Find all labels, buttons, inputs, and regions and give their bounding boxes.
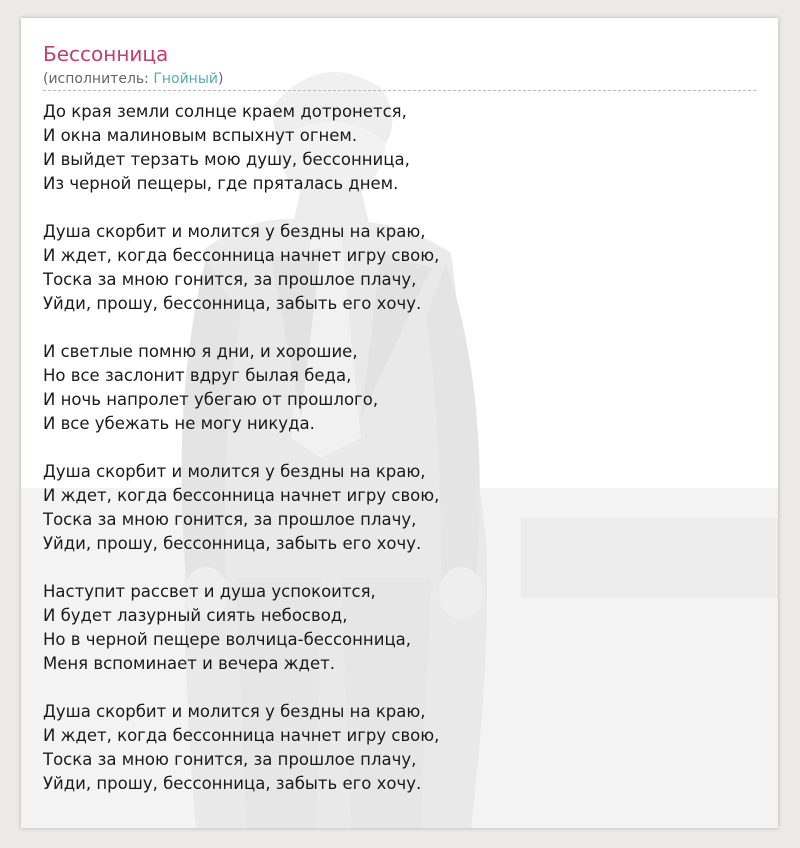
lyric-line: И будет лазурный сиять небосвод, — [43, 606, 348, 625]
lyric-line: И все убежать не могу никуда. — [43, 414, 315, 433]
lyric-line: До края земли солнце краем дотронется, — [43, 102, 407, 121]
stanza — [43, 700, 756, 796]
lyric-line: И ждет, когда бессонница начнет игру свою, — [43, 726, 440, 745]
lyric-line: Тоска за мною гонится, за прошлое плачу, — [43, 750, 417, 769]
artist-line — [43, 70, 756, 91]
lyric-line: Меня вспоминает и вечера ждет. — [43, 654, 335, 673]
lyric-line: И ждет, когда бессонница начнет игру свою, — [43, 246, 440, 265]
stanza — [43, 100, 756, 196]
lyric-line: Но все заслонит вдруг былая беда, — [43, 366, 352, 385]
lyric-line: Душа скорбит и молится у бездны на краю, — [43, 222, 426, 241]
lyric-line: Душа скорбит и молится у бездны на краю, — [43, 462, 426, 481]
lyric-line: Но в черной пещере волчица-бессонница, — [43, 630, 412, 649]
artist-prefix: (исполнитель: — [43, 71, 154, 87]
song-title: Бессонница — [43, 42, 169, 66]
artist-link[interactable]: Гнойный — [153, 71, 218, 87]
artist-suffix: ) — [217, 71, 224, 87]
lyric-line: Наступит рассвет и душа успокоится, — [43, 582, 376, 601]
lyric-line: Уйди, прошу, бессонница, забыть его хочу. — [43, 294, 422, 313]
lyrics-content — [43, 42, 756, 820]
lyrics-text — [43, 100, 756, 796]
lyrics-card — [21, 18, 778, 828]
lyric-line: И ночь напролет убегаю от прошлого, — [43, 390, 379, 409]
lyric-line: Тоска за мною гонится, за прошлое плачу, — [43, 510, 417, 529]
stanza — [43, 580, 756, 676]
lyric-line: Душа скорбит и молится у бездны на краю, — [43, 702, 426, 721]
stanza — [43, 220, 756, 316]
lyric-line: И светлые помню я дни, и хорошие, — [43, 342, 358, 361]
stanza — [43, 340, 756, 436]
lyric-line: И ждет, когда бессонница начнет игру свою, — [43, 486, 440, 505]
lyric-line: Уйди, прошу, бессонница, забыть его хочу. — [43, 534, 422, 553]
stanza — [43, 460, 756, 556]
lyric-line: И выйдет терзать мою душу, бессонница, — [43, 150, 410, 169]
lyric-line: Тоска за мною гонится, за прошлое плачу, — [43, 270, 417, 289]
lyric-line: Уйди, прошу, бессонница, забыть его хочу. — [43, 774, 422, 793]
lyric-line: Из черной пещеры, где пряталась днем. — [43, 174, 399, 193]
lyric-line: И окна малиновым вспыхнут огнем. — [43, 126, 358, 145]
